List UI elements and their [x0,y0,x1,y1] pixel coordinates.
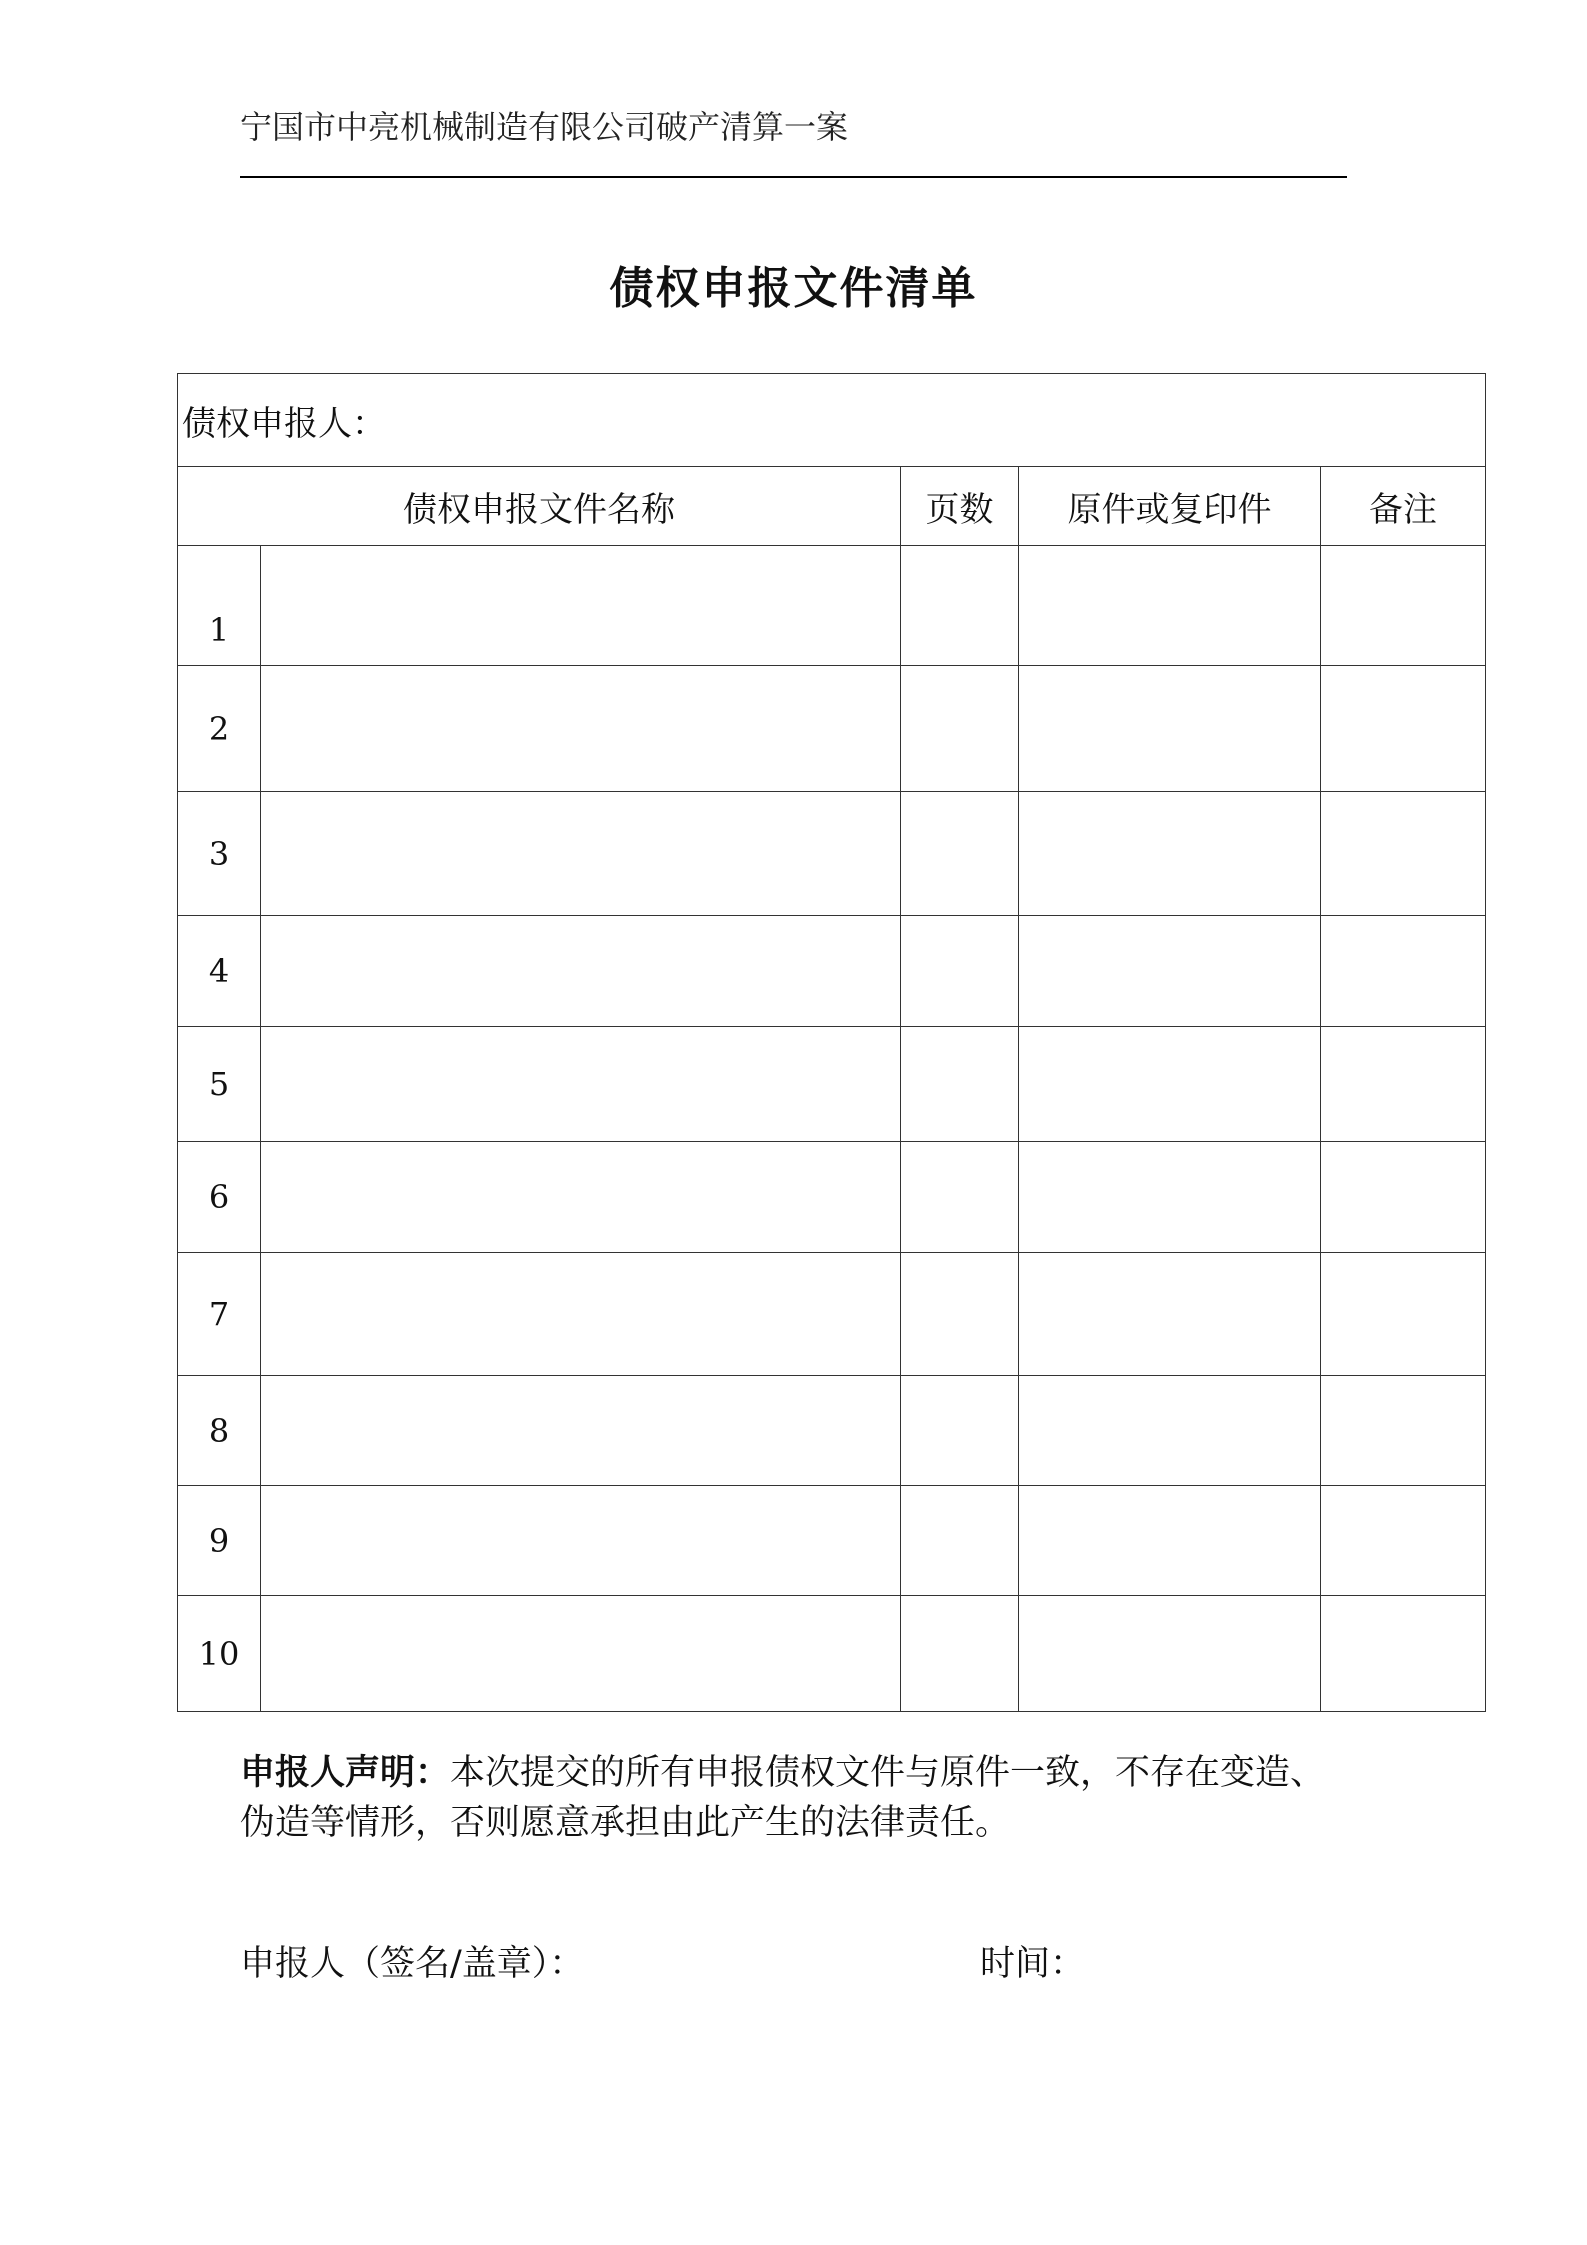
copy-type-cell[interactable] [1019,916,1321,1027]
case-header: 宁国市中亮机械制造有限公司破产清算一案 [240,108,849,146]
note-cell[interactable] [1321,1486,1486,1596]
row-number: 7 [178,1253,261,1376]
document-name-cell[interactable] [261,792,901,916]
applicant-declaration [240,1748,1360,1848]
copy-type-cell[interactable] [1019,1027,1321,1142]
page-count-cell[interactable] [901,1027,1019,1142]
note-cell[interactable] [1321,1596,1486,1712]
row-number: 5 [178,1027,261,1142]
column-header-note: 备注 [1321,467,1486,546]
row-number: 6 [178,1142,261,1253]
page-count-cell[interactable] [901,792,1019,916]
document-name-cell[interactable] [261,666,901,792]
page-count-cell[interactable] [901,1486,1019,1596]
note-cell[interactable] [1321,1142,1486,1253]
document-name-cell[interactable] [261,1486,901,1596]
claim-document-table [177,373,1486,1712]
document-name-cell[interactable] [261,1253,901,1376]
document-name-cell[interactable] [261,1376,901,1486]
table-header-row [178,467,1486,546]
row-number: 10 [178,1596,261,1712]
copy-type-cell[interactable] [1019,666,1321,792]
document-name-cell[interactable] [261,1142,901,1253]
page-count-cell[interactable] [901,1596,1019,1712]
row-number: 1 [178,546,261,666]
page-count-cell[interactable] [901,916,1019,1027]
note-cell[interactable] [1321,546,1486,666]
note-cell[interactable] [1321,1376,1486,1486]
table-row [178,1142,1486,1253]
document-name-cell[interactable] [261,1027,901,1142]
applicant-label: 债权申报人： [182,403,386,444]
row-number: 9 [178,1486,261,1596]
copy-type-cell[interactable] [1019,1376,1321,1486]
copy-type-cell[interactable] [1019,1142,1321,1253]
time-label: 时间： [980,1944,1086,1984]
declaration-label: 申报人声明： [240,1753,451,1793]
signature-label: 申报人（签名/盖章）： [240,1944,585,1984]
row-number: 2 [178,666,261,792]
table-row [178,1027,1486,1142]
note-cell[interactable] [1321,1027,1486,1142]
note-cell[interactable] [1321,1253,1486,1376]
table-row [178,546,1486,666]
header-divider [240,176,1347,178]
note-cell[interactable] [1321,792,1486,916]
table-row [178,1253,1486,1376]
document-title: 债权申报文件清单 [609,263,978,314]
row-number: 3 [178,792,261,916]
table-row [178,916,1486,1027]
column-header-name: 债权申报文件名称 [178,467,901,546]
document-name-cell[interactable] [261,1596,901,1712]
page-count-cell[interactable] [901,1142,1019,1253]
table-row [178,792,1486,916]
page-count-cell[interactable] [901,546,1019,666]
declaration-text: 本次提交的所有申报债权文件与原件一致，不存在变造、伪造等情形，否则愿意承担由此产生的法律责任。 [240,1753,1326,1843]
table-row [178,1596,1486,1712]
column-header-type: 原件或复印件 [1019,467,1321,546]
applicant-field [178,374,1486,467]
note-cell[interactable] [1321,666,1486,792]
table-row [178,1486,1486,1596]
row-number: 8 [178,1376,261,1486]
page-count-cell[interactable] [901,1376,1019,1486]
table-row [178,1376,1486,1486]
copy-type-cell[interactable] [1019,1486,1321,1596]
table-row [178,666,1486,792]
column-header-pages: 页数 [901,467,1019,546]
document-name-cell[interactable] [261,546,901,666]
copy-type-cell[interactable] [1019,546,1321,666]
copy-type-cell[interactable] [1019,792,1321,916]
page-count-cell[interactable] [901,666,1019,792]
copy-type-cell[interactable] [1019,1596,1321,1712]
page-count-cell[interactable] [901,1253,1019,1376]
document-name-cell[interactable] [261,916,901,1027]
note-cell[interactable] [1321,916,1486,1027]
row-number: 4 [178,916,261,1027]
copy-type-cell[interactable] [1019,1253,1321,1376]
